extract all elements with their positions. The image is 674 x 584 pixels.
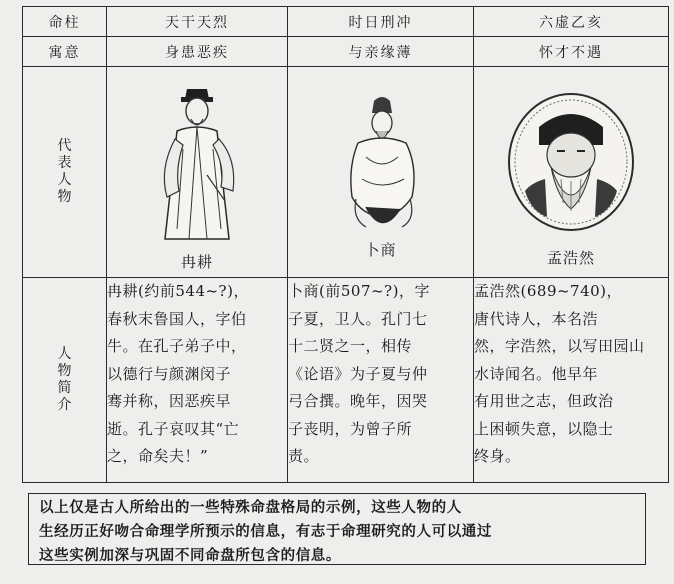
intro-row	[23, 278, 669, 483]
person-name-2: 卜商	[364, 241, 397, 259]
meaning-row	[23, 37, 669, 67]
person-name-1: 冉耕	[180, 253, 213, 271]
figure-cell-3	[474, 67, 669, 278]
pillar-cell-3: 六虚乙亥	[474, 7, 669, 37]
figure-cell-1	[107, 67, 288, 278]
row-label-meaning: 寓意	[23, 37, 107, 67]
intro-cell-2	[288, 278, 474, 483]
ancient-scholar-portrait-icon	[137, 79, 257, 249]
intro-cell-1	[107, 278, 288, 483]
row-label-figure	[23, 67, 107, 278]
meaning-cell-1: 身患恶疾	[107, 37, 288, 67]
fate-pillar-table	[22, 6, 669, 483]
oval-bearded-poet-portrait-icon	[501, 87, 641, 237]
intro-cell-3	[474, 278, 669, 483]
figure-row	[23, 67, 669, 278]
person-name-3: 孟浩然	[546, 249, 595, 267]
row-label-figure-text: 代表人物	[57, 138, 72, 205]
figure-cell-2	[288, 67, 474, 278]
intro-text-3: 孟浩然(689~740)， 唐代诗人，本名浩 然，字浩然，以写田园山 水诗闻名。他早年 有用世之志，但政治 上困顿失意，以隐士 终身。	[474, 282, 645, 465]
intro-text-2: 卜商(前507~?)，字 子夏，卫人。孔门七 十二贤之一，相传 《论语》为子夏与仲 弓合撰。晚年，因哭 子丧明，为曾子所 责。	[288, 282, 430, 465]
meaning-cell-3: 怀才不遇	[474, 37, 669, 67]
sketched-scholar-portrait-icon	[326, 87, 436, 247]
pillar-cell-1: 天干天烈	[107, 7, 288, 37]
summary-note: 以上仅是古人所给出的一些特殊命盘格局的示例，这些人物的人 生经历正好吻合命理学所预示的信息，有志于命理研究的人可以通过 这些实例加深与巩固不同命盘所包含的信息。	[28, 493, 646, 565]
pillar-cell-2: 时日刑冲	[288, 7, 474, 37]
row-label-intro-text: 人物简介	[57, 346, 72, 413]
intro-text-1: 冉耕(约前544~?)， 春秋末鲁国人，字伯 牛。在孔子弟子中， 以德行与颜渊闵子 骞并称，因恶疾早 逝。孔子哀叹其“亡 之，命矣夫！”	[107, 282, 249, 465]
row-label-pillar: 命柱	[23, 7, 107, 37]
pillar-row	[23, 7, 669, 37]
row-label-intro	[23, 278, 107, 483]
meaning-cell-2: 与亲缘薄	[288, 37, 474, 67]
